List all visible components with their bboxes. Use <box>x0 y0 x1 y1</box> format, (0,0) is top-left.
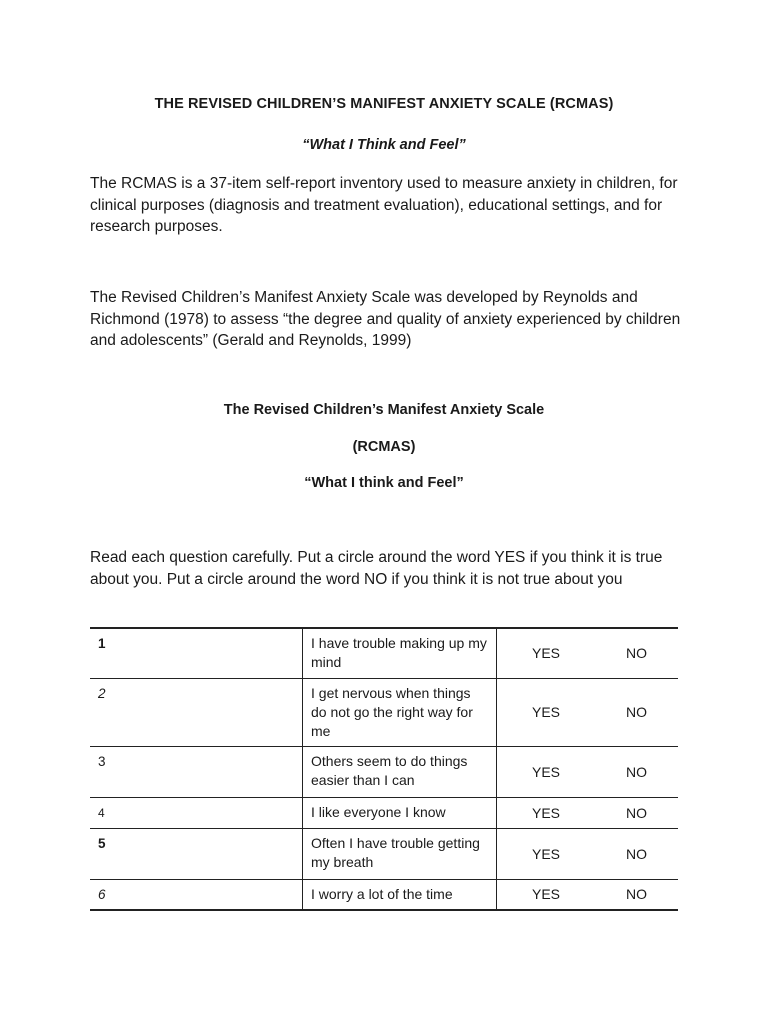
item-question: I have trouble making up my mind <box>303 628 497 678</box>
scale-abbreviation: (RCMAS) <box>352 439 416 455</box>
document-subtitle: “What I Think and Feel” <box>302 137 466 153</box>
no-option[interactable]: NO <box>595 879 678 910</box>
yes-option[interactable]: YES <box>497 628 596 678</box>
item-number: 5 <box>90 828 303 879</box>
item-number: 2 <box>90 678 303 746</box>
no-option[interactable]: NO <box>595 746 678 797</box>
table-row <box>90 628 678 678</box>
item-question: I get nervous when things do not go the right way for me <box>303 678 497 746</box>
table-row <box>90 678 678 746</box>
item-question: Others seem to do things easier than I can <box>303 746 497 797</box>
yes-option[interactable]: YES <box>497 746 596 797</box>
table-row <box>90 879 678 910</box>
yes-option[interactable]: YES <box>497 797 596 828</box>
item-number: 1 <box>90 628 303 678</box>
no-option[interactable]: NO <box>595 828 678 879</box>
table-row <box>90 746 678 797</box>
intro-paragraph: The RCMAS is a 37-item self-report inventory used to measure anxiety in children, for clinical purposes (diagnosis and treatment evaluation), educational settings, and for research purposes. <box>90 175 678 235</box>
table-row <box>90 828 678 879</box>
no-option[interactable]: NO <box>595 678 678 746</box>
yes-option[interactable]: YES <box>497 879 596 910</box>
item-number: 3 <box>90 746 303 797</box>
item-number: 4 <box>90 797 303 828</box>
item-question: I worry a lot of the time <box>303 879 497 910</box>
background-paragraph: The Revised Children’s Manifest Anxiety Scale was developed by Reynolds and Richmond (1978) to assess “the degree and quality of anxiety experienced by children and adolescents” (Gerald and Reynolds, 1999) <box>90 289 681 349</box>
table-row <box>90 797 678 828</box>
item-number: 6 <box>90 879 303 910</box>
no-option[interactable]: NO <box>595 797 678 828</box>
no-option[interactable]: NO <box>595 628 678 678</box>
yes-option[interactable]: YES <box>497 678 596 746</box>
questionnaire-table <box>90 627 678 911</box>
scale-heading: The Revised Children’s Manifest Anxiety Scale <box>223 402 545 418</box>
yes-option[interactable]: YES <box>497 828 596 879</box>
scale-subtitle: “What I think and Feel” <box>304 475 464 491</box>
item-question: Often I have trouble getting my breath <box>303 828 497 879</box>
instructions-paragraph: Read each question carefully. Put a circle around the word YES if you think it is true about you. Put a circle around the word NO if you think it is not true about you <box>90 549 663 588</box>
item-question: I like everyone I know <box>303 797 497 828</box>
document-title: THE REVISED CHILDREN’S MANIFEST ANXIETY SCALE (RCMAS) <box>154 96 614 112</box>
